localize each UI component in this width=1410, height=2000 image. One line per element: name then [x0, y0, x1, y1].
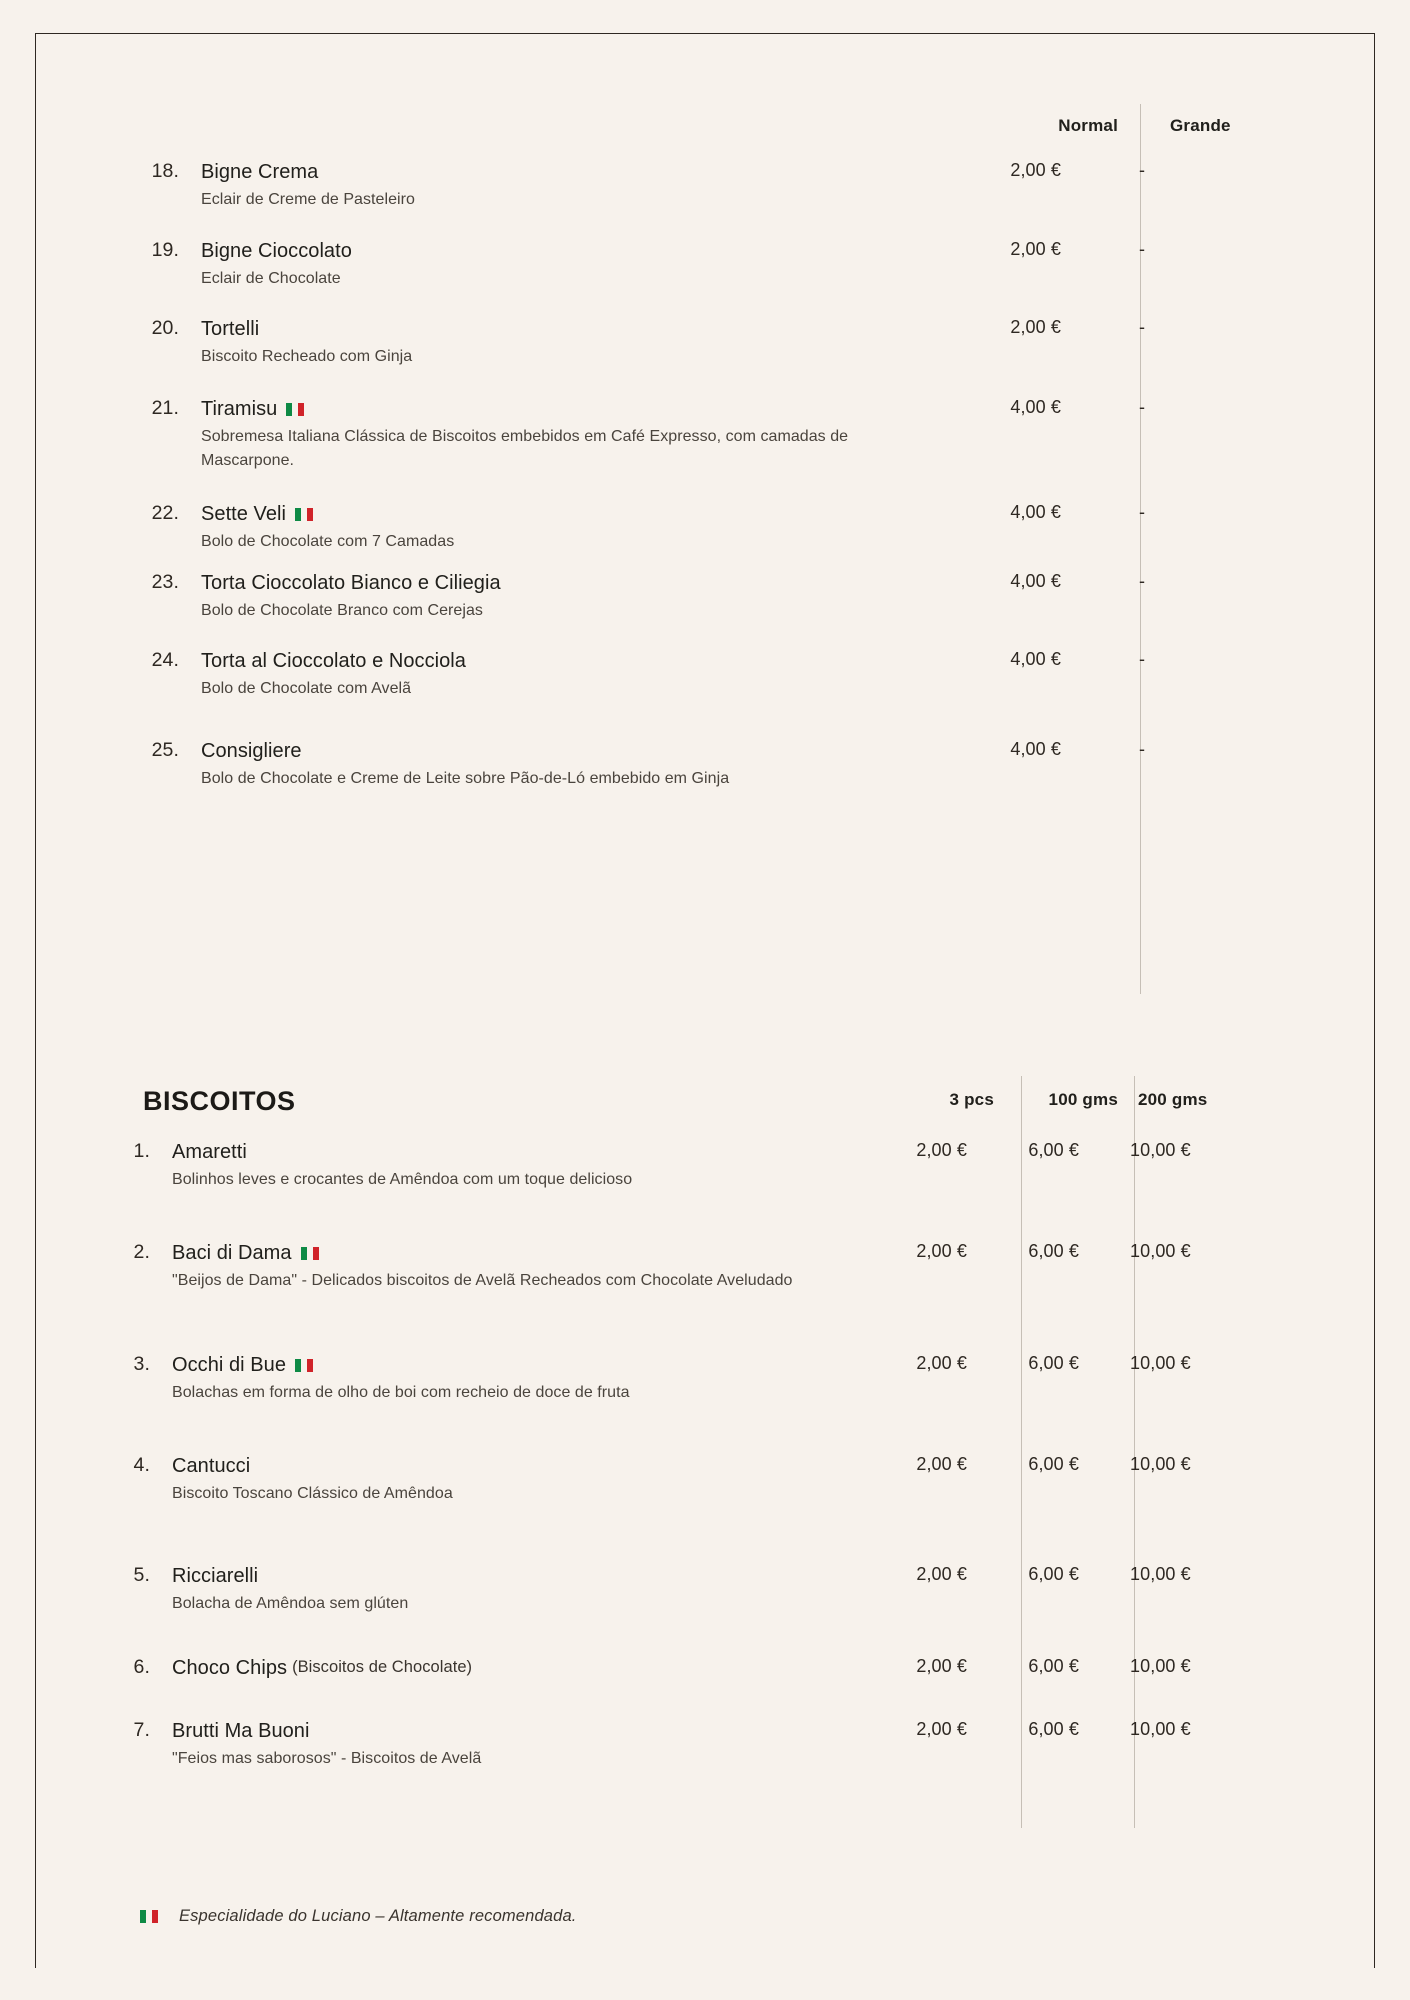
- price-grande: -: [1139, 239, 1146, 259]
- price-200gms: 10,00 €: [1130, 1564, 1191, 1584]
- column-header-normal: Normal: [1058, 116, 1118, 135]
- item-name: Tiramisu: [201, 397, 941, 421]
- column-header-3pcs: 3 pcs: [949, 1090, 994, 1109]
- biscoitos-title: BISCOITOS: [143, 1086, 296, 1116]
- item-name: Choco Chips (Biscoitos de Chocolate): [172, 1657, 473, 1679]
- table-row[interactable]: [0, 160, 1340, 212]
- item-number: 1.: [133, 1140, 150, 1162]
- item-name: Torta Cioccolato Bianco e Ciliegia: [201, 572, 501, 594]
- price-grande: -: [1139, 317, 1146, 337]
- footer-legend-text: Especialidade do Luciano – Altamente recomendada.: [179, 1907, 577, 1925]
- item-name: Sette Veli: [201, 502, 941, 526]
- price-normal: 4,00 €: [1010, 739, 1061, 759]
- table-row[interactable]: [0, 1454, 1340, 1506]
- item-description: Biscoito Recheado com Ginja: [201, 348, 413, 365]
- price-200gms: 10,00 €: [1130, 1719, 1191, 1739]
- item-description: "Beijos de Dama" - Delicados biscoitos de Avelã Recheados com Chocolate Aveludado: [172, 1272, 793, 1289]
- item-body: [172, 1353, 882, 1405]
- item-number: 21.: [151, 397, 179, 419]
- item-body: [172, 1454, 882, 1506]
- table-row[interactable]: [0, 1564, 1340, 1616]
- price-grande: -: [1139, 502, 1146, 522]
- item-body: [172, 1140, 882, 1192]
- price-normal: 2,00 €: [1010, 239, 1061, 259]
- price-normal: 4,00 €: [1010, 397, 1061, 417]
- price-3pcs: 2,00 €: [916, 1454, 967, 1474]
- price-100gms: 6,00 €: [1028, 1719, 1079, 1739]
- column-header-200gms: 200 gms: [1138, 1090, 1208, 1109]
- table-row[interactable]: [0, 739, 1340, 791]
- table-row[interactable]: [0, 397, 1340, 474]
- item-name: Cantucci: [172, 1455, 251, 1477]
- item-description: Eclair de Creme de Pasteleiro: [201, 191, 415, 208]
- item-number: 4.: [133, 1454, 150, 1476]
- price-normal: 4,00 €: [1010, 571, 1061, 591]
- price-3pcs: 2,00 €: [916, 1656, 967, 1676]
- table-row[interactable]: [0, 649, 1340, 701]
- item-body: [201, 649, 941, 701]
- item-number: 2.: [133, 1241, 150, 1263]
- item-description: Bolachas em forma de olho de boi com recheio de doce de fruta: [172, 1384, 630, 1401]
- item-body: [201, 160, 941, 212]
- footer-legend: [140, 1907, 577, 1926]
- item-name: Occhi di Bue: [172, 1353, 882, 1377]
- price-normal: 2,00 €: [1010, 160, 1061, 180]
- price-3pcs: 2,00 €: [916, 1353, 967, 1373]
- item-name: Torta al Cioccolato e Nocciola: [201, 650, 466, 672]
- item-name: Brutti Ma Buoni: [172, 1720, 310, 1742]
- italian-flag-icon: [140, 1910, 158, 1923]
- price-100gms: 6,00 €: [1028, 1140, 1079, 1160]
- table-row[interactable]: [0, 502, 1340, 554]
- item-description: Bolo de Chocolate Branco com Cerejas: [201, 602, 483, 619]
- price-200gms: 10,00 €: [1130, 1656, 1191, 1676]
- item-number: 22.: [151, 502, 179, 524]
- price-3pcs: 2,00 €: [916, 1241, 967, 1261]
- item-body: [172, 1656, 882, 1680]
- table-row[interactable]: [0, 317, 1340, 369]
- item-description: Biscoito Toscano Clássico de Amêndoa: [172, 1485, 453, 1502]
- item-body: [201, 239, 941, 291]
- item-description: "Feios mas saborosos" - Biscoitos de Avelã: [172, 1750, 482, 1767]
- italian-flag-icon: [286, 403, 304, 416]
- item-number: 5.: [133, 1564, 150, 1586]
- item-number: 3.: [133, 1353, 150, 1375]
- item-body: [201, 571, 941, 623]
- price-200gms: 10,00 €: [1130, 1241, 1191, 1261]
- price-grande: -: [1139, 397, 1146, 417]
- italian-flag-icon: [295, 1359, 313, 1372]
- item-description: Sobremesa Italiana Clássica de Biscoitos embebidos em Café Expresso, com camadas de Mascarpone.: [201, 428, 849, 470]
- item-name: Ricciarelli: [172, 1565, 259, 1587]
- item-description: Bolinhos leves e crocantes de Amêndoa com um toque delicioso: [172, 1171, 633, 1188]
- item-number: 23.: [151, 571, 179, 593]
- item-number: 7.: [133, 1719, 150, 1741]
- price-grande: -: [1139, 739, 1146, 759]
- item-number: 6.: [133, 1656, 150, 1678]
- price-normal: 2,00 €: [1010, 317, 1061, 337]
- column-header-grande: Grande: [1170, 116, 1231, 135]
- item-name: Bigne Crema: [201, 161, 319, 183]
- item-number: 24.: [151, 649, 179, 671]
- table-row[interactable]: [0, 1241, 1340, 1293]
- item-body: [172, 1241, 882, 1293]
- item-name-parenthetical: (Biscoitos de Chocolate): [292, 1658, 473, 1677]
- price-200gms: 10,00 €: [1130, 1353, 1191, 1373]
- item-name: Bigne Cioccolato: [201, 240, 352, 262]
- table-row[interactable]: [0, 239, 1340, 291]
- item-body: [172, 1719, 882, 1771]
- item-description: Eclair de Chocolate: [201, 270, 341, 287]
- price-100gms: 6,00 €: [1028, 1353, 1079, 1373]
- price-200gms: 10,00 €: [1130, 1140, 1191, 1160]
- price-3pcs: 2,00 €: [916, 1140, 967, 1160]
- item-description: Bolacha de Amêndoa sem glúten: [172, 1595, 409, 1612]
- price-100gms: 6,00 €: [1028, 1241, 1079, 1261]
- price-normal: 4,00 €: [1010, 649, 1061, 669]
- table-row[interactable]: [0, 1719, 1340, 1771]
- price-200gms: 10,00 €: [1130, 1454, 1191, 1474]
- price-grande: -: [1139, 649, 1146, 669]
- table-row[interactable]: [0, 1353, 1340, 1405]
- item-name: Consigliere: [201, 740, 302, 762]
- item-name: Baci di Dama: [172, 1241, 882, 1265]
- price-100gms: 6,00 €: [1028, 1564, 1079, 1584]
- column-header-100gms: 100 gms: [1048, 1090, 1118, 1109]
- item-body: [201, 502, 941, 554]
- item-number: 25.: [151, 739, 179, 761]
- price-3pcs: 2,00 €: [916, 1719, 967, 1739]
- price-grande: -: [1139, 160, 1146, 180]
- price-100gms: 6,00 €: [1028, 1454, 1079, 1474]
- price-3pcs: 2,00 €: [916, 1564, 967, 1584]
- item-body: [201, 397, 941, 474]
- price-normal: 4,00 €: [1010, 502, 1061, 522]
- item-description: Bolo de Chocolate e Creme de Leite sobre Pão-de-Ló embebido em Ginja: [201, 770, 730, 787]
- italian-flag-icon: [295, 508, 313, 521]
- table-row[interactable]: [0, 1656, 1340, 1680]
- item-body: [201, 317, 941, 369]
- table-row[interactable]: [0, 1140, 1340, 1192]
- italian-flag-icon: [301, 1247, 319, 1260]
- item-description: Bolo de Chocolate com 7 Camadas: [201, 533, 455, 550]
- item-number: 20.: [151, 317, 179, 339]
- item-name: Amaretti: [172, 1141, 247, 1163]
- price-grande: -: [1139, 571, 1146, 591]
- item-body: [172, 1564, 882, 1616]
- item-number: 19.: [151, 239, 179, 261]
- table-row[interactable]: [0, 571, 1340, 623]
- item-number: 18.: [151, 160, 179, 182]
- item-name: Tortelli: [201, 318, 260, 340]
- item-description: Bolo de Chocolate com Avelã: [201, 680, 412, 697]
- item-body: [201, 739, 941, 791]
- price-100gms: 6,00 €: [1028, 1656, 1079, 1676]
